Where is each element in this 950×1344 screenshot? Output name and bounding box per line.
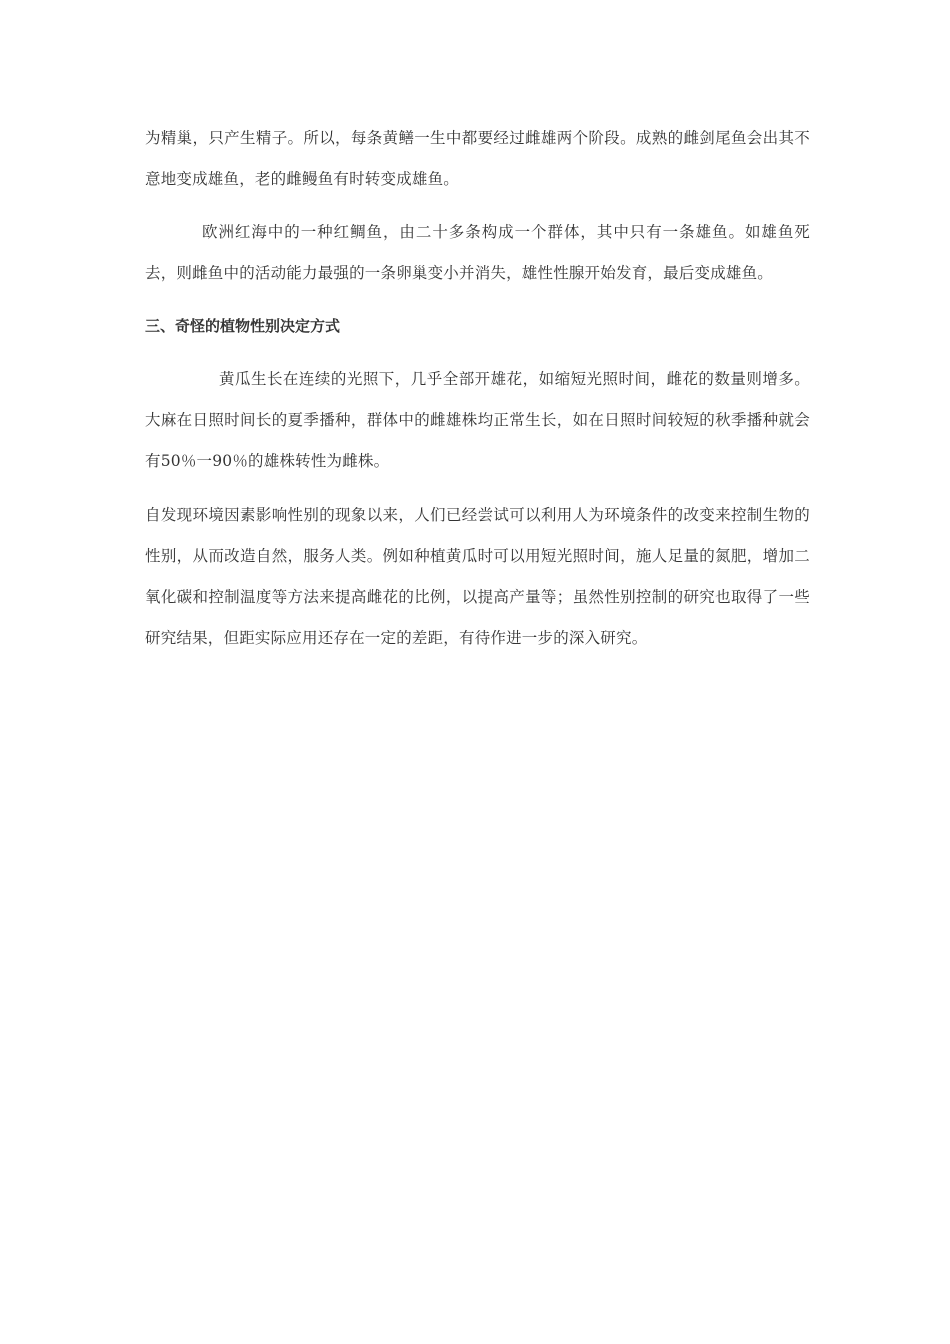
paragraph-cucumber-hemp: 黄瓜生长在连续的光照下，几乎全部开雄花，如缩短光照时间，雌花的数量则增多。大麻在日照时间长的夏季播种，群体中的雌雄株均正常生长，如在日照时间较短的秋季播种就会有50％一90％的雄株转性为雌株。 <box>145 370 810 470</box>
paragraph-spacer <box>145 482 810 495</box>
document-page <box>145 118 810 659</box>
section-heading-plant-sex: 三、奇怪的植物性别决定方式 <box>145 317 341 335</box>
paragraph-fish-sex-change: 为精巢，只产生精子。所以，每条黄鳝一生中都要经过雌雄两个阶段。成熟的雌剑尾鱼会出其不意地变成雄鱼，老的雌鳗鱼有时转变成雄鱼。 <box>145 129 810 188</box>
paragraph-spacer <box>145 347 810 359</box>
paragraph-sex-control: 自发现环境因素影响性别的现象以来，人们已经尝试可以利用人为环境条件的改变来控制生物的性别，从而改造自然，服务人类。例如种植黄瓜时可以用短光照时间，施人足量的氮肥，增加二氧化碳和控制温度等方法来提高雌花的比例，以提高产量等；虽然性别控制的研究也取得了一些研究结果，但距实际应用还存在一定的差距，有待作进一步的深入研究。 <box>145 506 810 647</box>
paragraph-spacer <box>145 294 810 306</box>
paragraph-spacer <box>145 200 810 212</box>
paragraph-red-sea-bream: 欧洲红海中的一种红鲷鱼，由二十多条构成一个群体，其中只有一条雄鱼。如雄鱼死去，则雌鱼中的活动能力最强的一条卵巢变小并消失，雄性性腺开始发育，最后变成雄鱼。 <box>145 223 810 282</box>
